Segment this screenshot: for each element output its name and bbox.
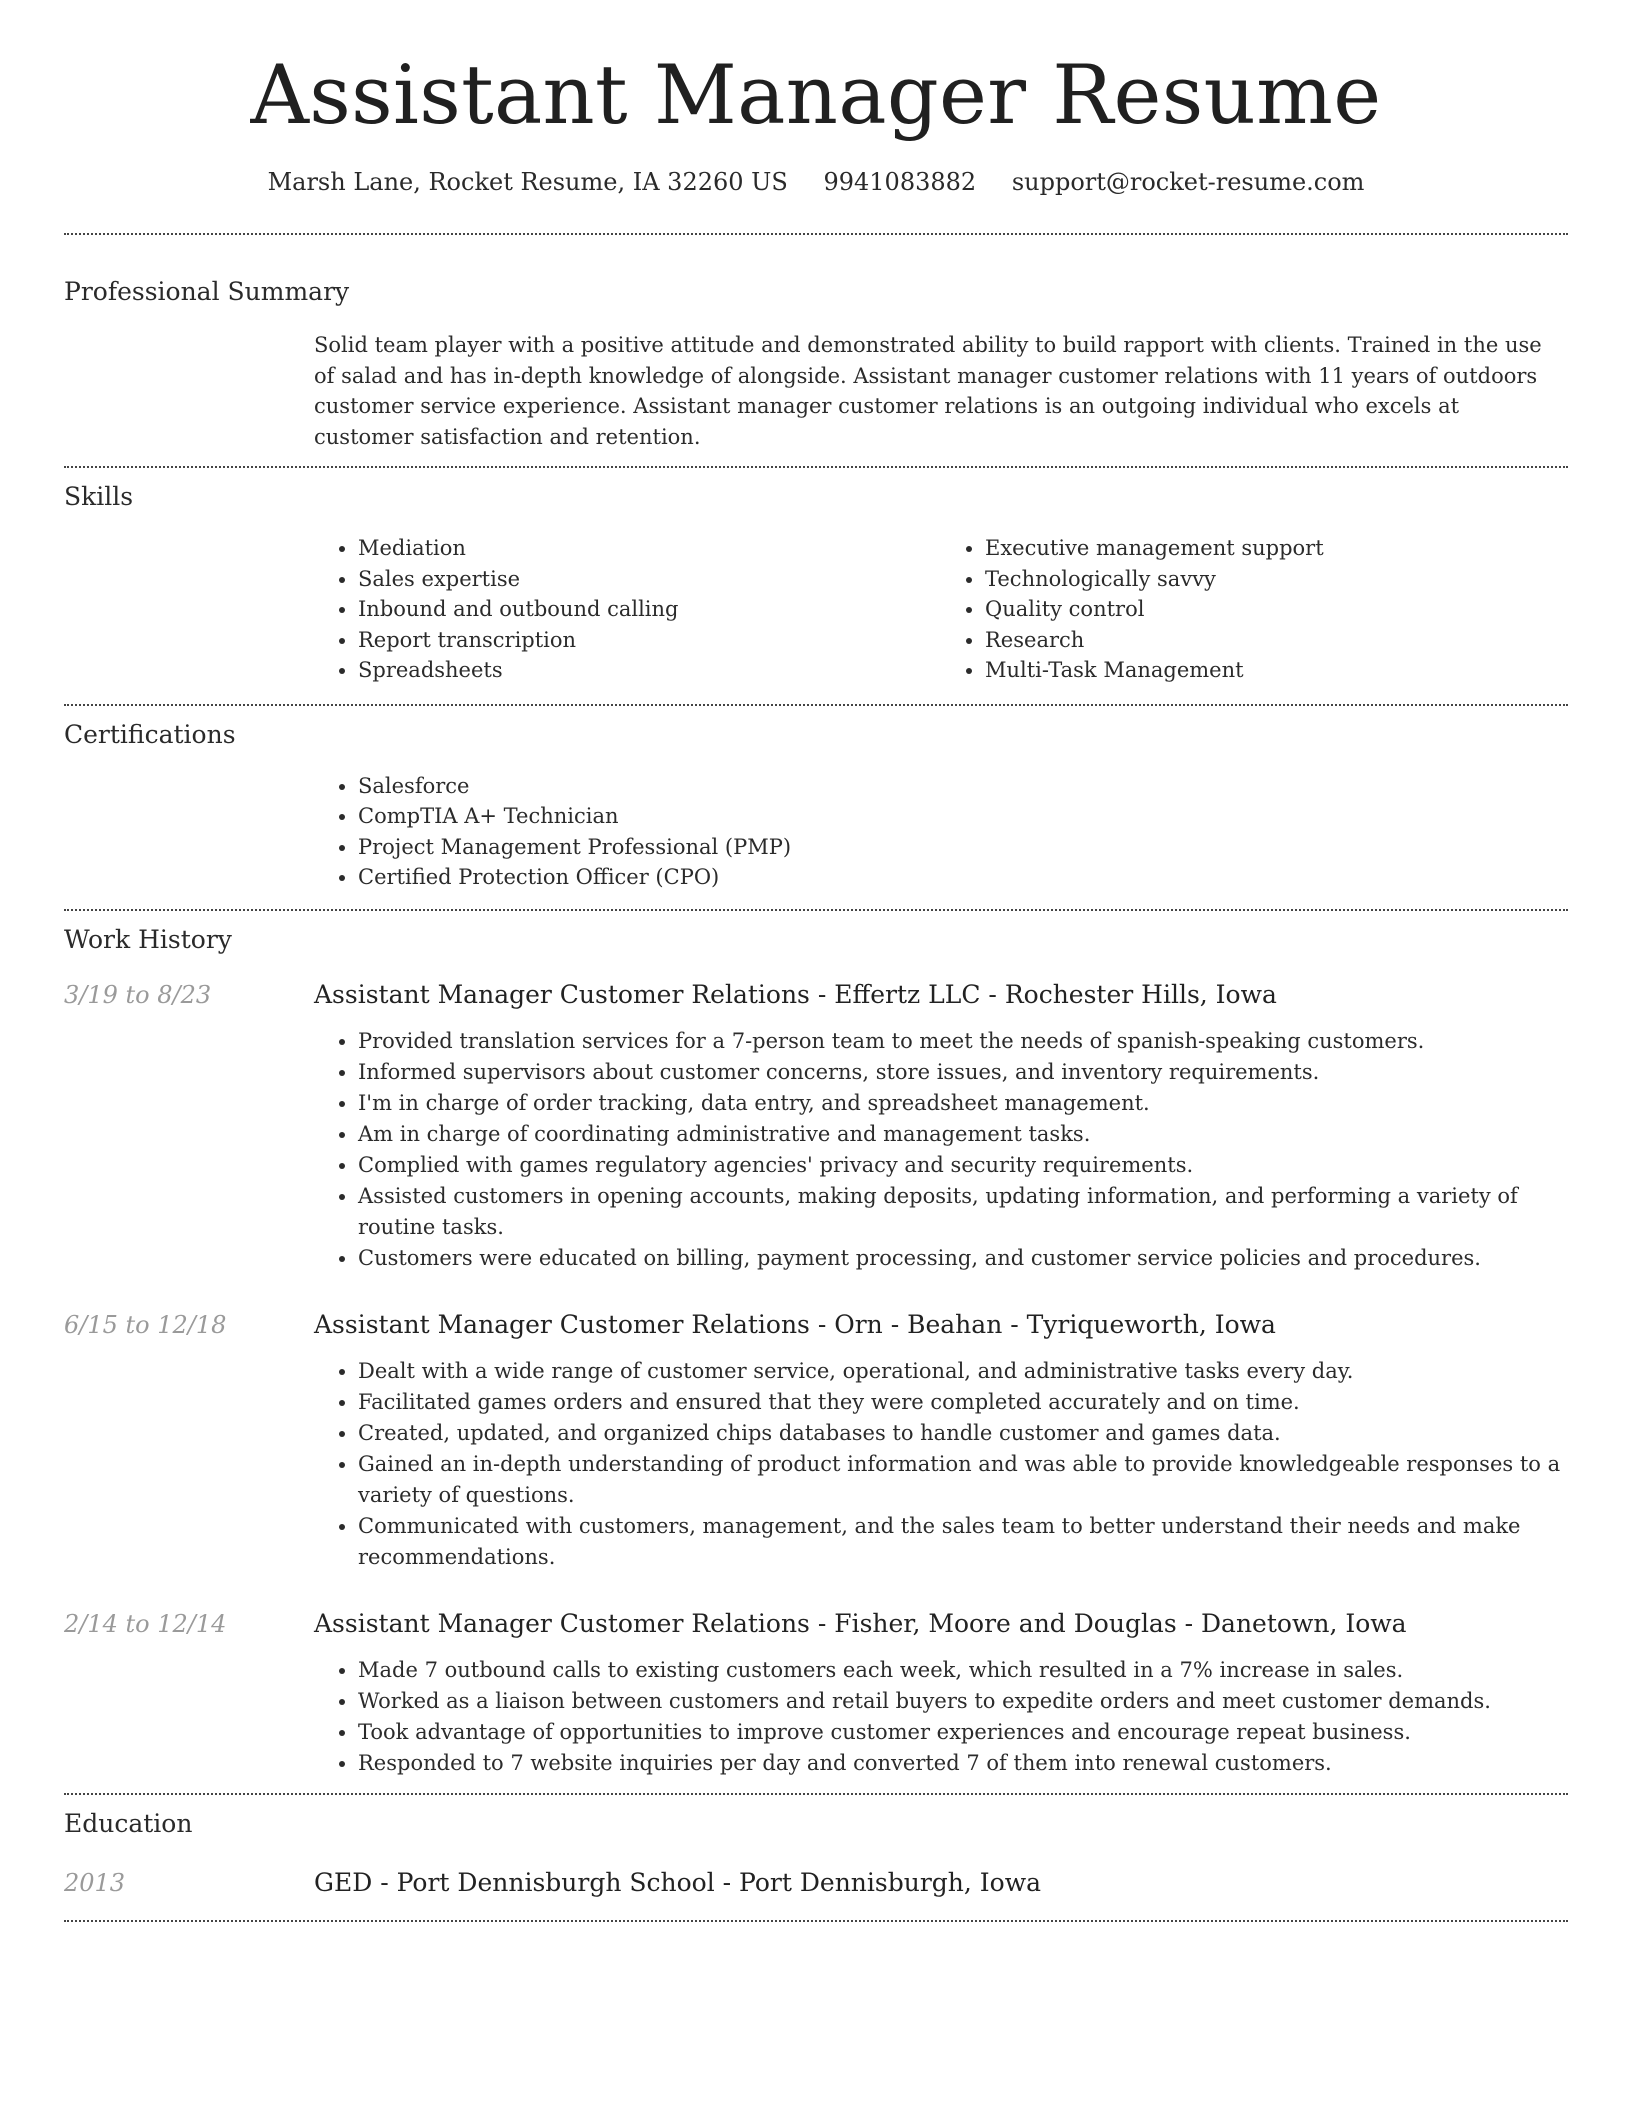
job-bullet: • Customers were educated on billing, payment processing, and customer service policies and procedures. <box>358 1243 1568 1274</box>
job-bullet: • Created, updated, and organized chips databases to handle customer and games data. <box>358 1418 1568 1449</box>
contact-line <box>64 167 1568 197</box>
job-bullet: • Informed supervisors about customer concerns, store issues, and inventory requirements. <box>358 1057 1568 1088</box>
contact-phone: 9941083882 <box>823 168 977 197</box>
contact-email: support@rocket-resume.com <box>1011 168 1365 197</box>
education-detail: GED - Port Dennisburgh School - Port Dennisburgh, Iowa <box>314 1867 1042 1897</box>
section-divider <box>64 704 1568 706</box>
skill-item: • Sales expertise <box>358 564 941 595</box>
job-bullet: • Facilitated games orders and ensured that they were completed accurately and on time. <box>358 1387 1568 1418</box>
skill-item: • Inbound and outbound calling <box>358 594 941 625</box>
summary-heading: Professional Summary <box>64 277 350 307</box>
skill-item: • Spreadsheets <box>358 655 941 686</box>
resume-title: Assistant Manager Resume <box>250 49 1382 143</box>
education-year: 2013 <box>64 1868 126 1897</box>
job-bullets <box>314 1026 1568 1274</box>
education-heading: Education <box>64 1808 193 1838</box>
work-history-heading: Work History <box>64 924 232 954</box>
job-bullet: • Communicated with customers, management, and the sales team to better understand their needs and make recommendations. <box>358 1511 1568 1573</box>
skills-list <box>314 533 1568 704</box>
job-entry <box>64 1607 1568 1779</box>
skills-heading: Skills <box>64 482 134 512</box>
job-bullet: • Gained an in-depth understanding of product information and was able to provide knowledgeable responses to a variety of questions. <box>358 1449 1568 1511</box>
job-bullet: • Am in charge of coordinating administrative and management tasks. <box>358 1119 1568 1150</box>
contact-address: Marsh Lane, Rocket Resume, IA 32260 US <box>267 168 788 197</box>
certification-item: • Project Management Professional (PMP) <box>358 832 1568 863</box>
skill-item: • Quality control <box>985 594 1568 625</box>
skill-item: • Mediation <box>358 533 941 564</box>
job-bullet: • Responded to 7 website inquiries per day and converted 7 of them into renewal customers. <box>358 1748 1568 1779</box>
section-divider <box>64 1920 1568 1922</box>
work-history-list <box>64 978 1568 1793</box>
skills-column-left <box>314 533 941 686</box>
skill-item: • Report transcription <box>358 625 941 656</box>
job-bullet: • Assisted customers in opening accounts, making deposits, updating information, and performing a variety of routine tasks. <box>358 1181 1568 1243</box>
job-entry <box>64 1308 1568 1573</box>
job-bullet: • I'm in charge of order tracking, data entry, and spreadsheet management. <box>358 1088 1568 1119</box>
job-title: Assistant Manager Customer Relations - Fisher, Moore and Douglas - Danetown, Iowa <box>314 1608 1407 1638</box>
skills-column-right <box>941 533 1568 686</box>
job-dates: 6/15 to 12/18 <box>64 1310 227 1339</box>
job-bullet: • Complied with games regulatory agencies' privacy and security requirements. <box>358 1150 1568 1181</box>
skill-item: • Research <box>985 625 1568 656</box>
job-bullet: • Worked as a liaison between customers and retail buyers to expedite orders and meet customer demands. <box>358 1686 1568 1717</box>
job-title: Assistant Manager Customer Relations - Orn - Beahan - Tyriqueworth, Iowa <box>314 1309 1276 1339</box>
certification-item: • CompTIA A+ Technician <box>358 801 1568 832</box>
job-bullet: • Made 7 outbound calls to existing customers each week, which resulted in a 7% increase in sales. <box>358 1655 1568 1686</box>
job-dates: 2/14 to 12/14 <box>64 1609 227 1638</box>
job-entry <box>64 978 1568 1274</box>
skill-item: • Multi-Task Management <box>985 655 1568 686</box>
summary-text: Solid team player with a positive attitude and demonstrated ability to build rapport with clients. Trained in the use of salad and has in-depth knowledge of alongside. Assistant manager customer relations with 11 years of outdoors customer service experience. Assistant manager customer relations is an outgoing individual who excels at customer satisfaction and retention. <box>314 333 1542 449</box>
skill-item: • Technologically savvy <box>985 564 1568 595</box>
job-title: Assistant Manager Customer Relations - Effertz LLC - Rochester Hills, Iowa <box>314 979 1277 1009</box>
job-bullet: • Took advantage of opportunities to improve customer experiences and encourage repeat business. <box>358 1717 1568 1748</box>
certifications-list <box>314 771 1568 909</box>
job-bullet: • Dealt with a wide range of customer service, operational, and administrative tasks every day. <box>358 1356 1568 1387</box>
certification-item: • Certified Protection Officer (CPO) <box>358 862 1568 893</box>
section-divider <box>64 909 1568 911</box>
resume-page <box>64 0 1568 1922</box>
job-bullets <box>314 1655 1568 1779</box>
job-bullet: • Provided translation services for a 7-person team to meet the needs of spanish-speaking customers. <box>358 1026 1568 1057</box>
job-bullets <box>314 1356 1568 1573</box>
education-entry <box>64 1866 1568 1920</box>
certification-item: • Salesforce <box>358 771 1568 802</box>
section-divider <box>64 233 1568 235</box>
job-dates: 3/19 to 8/23 <box>64 980 212 1009</box>
section-divider <box>64 1793 1568 1795</box>
certifications-heading: Certifications <box>64 719 236 749</box>
skill-item: • Executive management support <box>985 533 1568 564</box>
section-divider <box>64 466 1568 468</box>
